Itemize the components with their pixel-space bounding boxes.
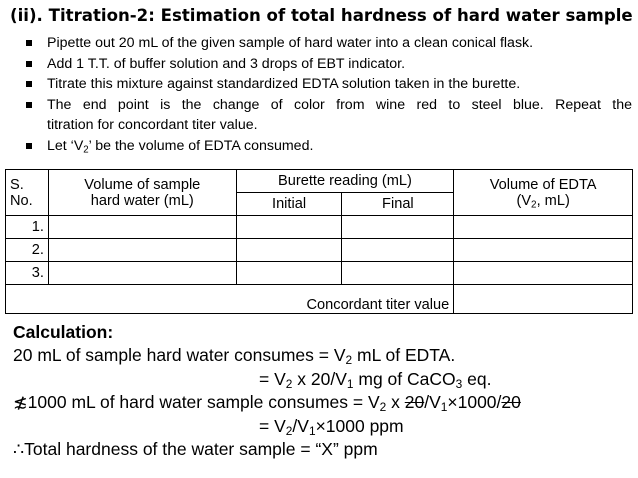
table-row: [6, 262, 633, 285]
table-cell: [236, 216, 342, 239]
table-row: [6, 216, 633, 239]
calc-line: = $V_2$ x $20/V_1$ mg of CaCO$_3$ eq.: [259, 368, 492, 391]
table-cell: [454, 216, 633, 239]
header-final: Final: [342, 193, 454, 216]
table-cell: [454, 262, 633, 285]
page-title: (ii). Titration-2: Estimation of total hardness of hard water sample: [10, 6, 633, 25]
header-sno: [6, 170, 49, 216]
calc-line: ≴1000 mL of hard water sample consumes = $V_2$ x $20/V_1\times 1000/20$: [13, 392, 521, 414]
struck-value: 20: [501, 392, 521, 412]
subscript: 1: [440, 399, 448, 414]
row-number: 1.: [6, 216, 49, 239]
table-cell: [48, 262, 236, 285]
header-text: Volume of EDTA: [489, 176, 597, 193]
header-text: ($V_2$, mL): [516, 192, 570, 210]
procedure-list: [26, 33, 632, 156]
list-item: Titrate this mixture against standardized EDTA solution taken in the burette.: [26, 74, 632, 95]
list-item: Add 1 T.T. of buffer solution and 3 drops of EBT indicator.: [26, 54, 632, 75]
subscript: 2: [531, 198, 537, 210]
header-text: No.: [10, 192, 33, 209]
header-burette-reading: Burette reading (mL): [236, 170, 454, 193]
table-cell: [48, 216, 236, 239]
header-text: Volume of sample: [84, 176, 201, 193]
calc-line: ∴Total hardness of the water sample = “X” ppm: [13, 439, 378, 459]
table-cell: [236, 239, 342, 262]
titration-table: [5, 169, 633, 314]
table-cell: [454, 285, 633, 314]
subscript: 1: [308, 423, 316, 438]
concordant-label: Concordant titer value: [6, 285, 454, 314]
header-text: hard water (mL): [90, 192, 194, 209]
calculation-heading: Calculation:: [13, 322, 114, 342]
subscript: 1: [346, 376, 354, 391]
calc-line: 20 mL of sample hard water consumes = $V_2$ mL of EDTA.: [13, 345, 456, 367]
table-cell: [236, 262, 342, 285]
subscript: 2: [285, 423, 293, 438]
subscript: 2: [379, 399, 387, 414]
calculation-section: [13, 320, 633, 462]
list-item: [26, 136, 632, 157]
table-row: [6, 285, 633, 314]
header-initial: Initial: [236, 193, 342, 216]
row-number: 3.: [6, 262, 49, 285]
table-row: [6, 239, 633, 262]
table-cell: [342, 239, 454, 262]
calc-line: = $V_2/V_1\times 1000$ ppm: [259, 415, 404, 438]
subscript: 2: [345, 352, 353, 367]
header-sample-volume: [48, 170, 236, 216]
struck-value: 20: [404, 392, 425, 412]
list-item-text: ’ be the volume of EDTA consumed.: [88, 137, 314, 154]
table-cell: [342, 262, 454, 285]
list-item-text: Let ‘V: [47, 137, 84, 154]
header-edta-volume: [454, 170, 633, 216]
subscript: 2: [83, 143, 89, 155]
list-item: Pipette out 20 mL of the given sample of hard water into a clean conical flask.: [26, 33, 632, 54]
list-item-line: titration for concordant titer value.: [47, 117, 258, 133]
list-item-line: The end point is the change of color from wine red to steel blue. Repeat the: [47, 96, 632, 113]
table-cell: [342, 216, 454, 239]
row-number: 2.: [6, 239, 49, 262]
table-cell: [48, 239, 236, 262]
table-cell: [454, 239, 633, 262]
list-item: [26, 95, 632, 136]
subscript: 3: [455, 376, 463, 391]
subscript: 2: [285, 376, 293, 391]
header-text: S.: [10, 176, 24, 193]
